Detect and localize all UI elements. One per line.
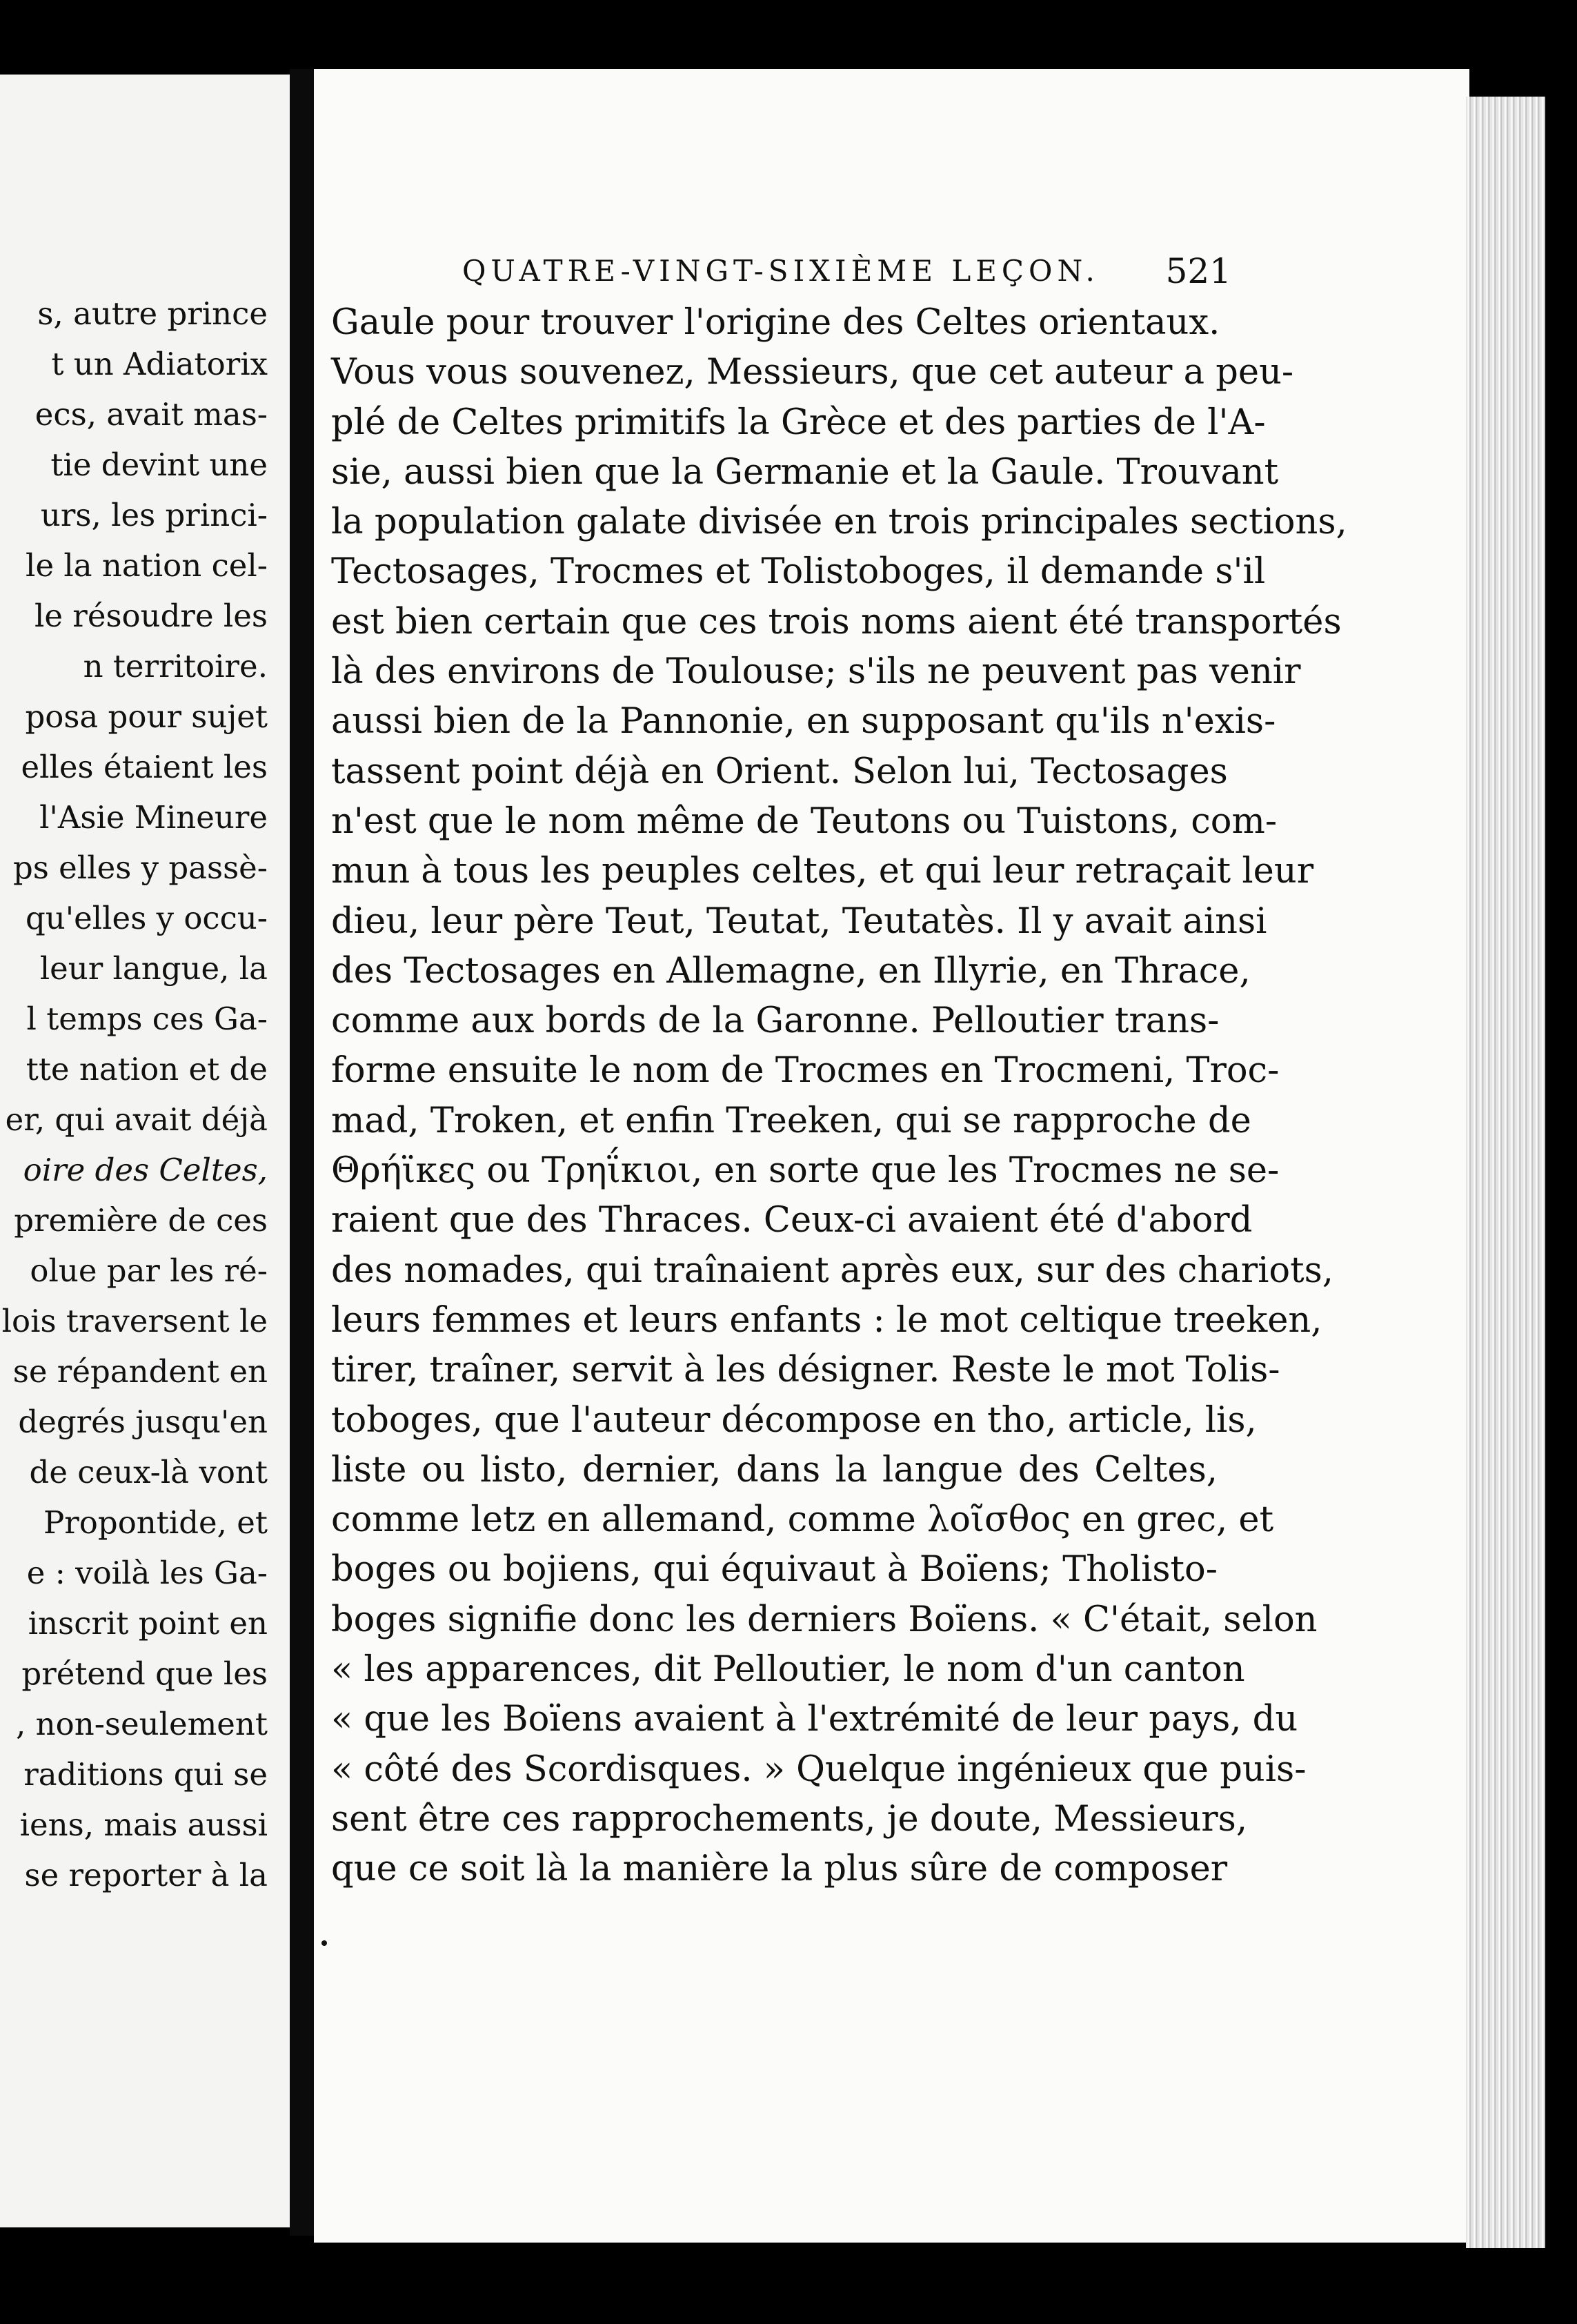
- text-line: boges signifie donc les derniers Boïens. « C'était, selon: [331, 1599, 1318, 1640]
- left-line-text: elles étaient les: [21, 749, 268, 785]
- left-line: [0, 1497, 268, 1548]
- left-line: [0, 691, 268, 742]
- left-page-text: [0, 288, 268, 1900]
- body-text: [331, 298, 1347, 1895]
- left-line-text: e : voilà les Ga-: [26, 1555, 268, 1591]
- left-line-text: er, qui avait déjà: [5, 1101, 268, 1138]
- left-line: [0, 792, 268, 843]
- left-line-text: l'Asie Mineure: [39, 799, 268, 836]
- left-line-text: degrés jusqu'en: [18, 1404, 268, 1440]
- left-line: [0, 1296, 268, 1346]
- text-line: mad, Troken, et enfin Treeken, qui se rapproche de: [331, 1100, 1251, 1141]
- left-page: [0, 75, 290, 2227]
- left-line-text: urs, les princi-: [40, 497, 268, 533]
- left-line: [0, 1044, 268, 1094]
- text-line: des Tectosages en Allemagne, en Illyrie, en Thrace,: [331, 950, 1251, 992]
- text-line: boges ou bojiens, qui équivaut à Boïens; Tholisto-: [331, 1549, 1218, 1591]
- left-line: [0, 288, 268, 339]
- text-line: comme letz en allemand, comme λοῖσθος en grec, et: [331, 1499, 1274, 1541]
- left-line-text: t un Adiatorix: [51, 346, 268, 382]
- ink-dot: [321, 1940, 327, 1946]
- text-line: plé de Celtes primitifs la Grèce et des parties de l'A-: [331, 402, 1266, 443]
- text-line: là des environs de Toulouse; s'ils ne peuvent pas venir: [331, 651, 1301, 693]
- left-line-text: le résoudre les: [34, 598, 268, 634]
- left-line: [0, 943, 268, 994]
- left-line-text: inscrit point en: [28, 1605, 268, 1642]
- left-line: [0, 1094, 268, 1145]
- left-line-text: n territoire.: [83, 648, 268, 685]
- left-line-text: première de ces: [14, 1202, 268, 1239]
- text-line: Tectosages, Trocmes et Tolistoboges, il demande s'il: [331, 551, 1266, 593]
- text-line: liste ou listo, dernier, dans la langue des Celtes,: [331, 1449, 1218, 1490]
- text-line: mun à tous les peuples celtes, et qui leur retraçait leur: [331, 851, 1314, 892]
- left-line: [0, 1648, 268, 1699]
- text-line: sie, aussi bien que la Germanie et la Gaule. Trouvant: [331, 451, 1279, 493]
- left-line: [0, 1598, 268, 1648]
- left-line-text: Propontide, et: [43, 1504, 268, 1541]
- left-line-text: raditions qui se: [23, 1756, 268, 1793]
- text-line: des nomades, qui traînaient après eux, sur des chariots,: [331, 1250, 1333, 1291]
- left-line: [0, 1346, 268, 1397]
- text-line: que ce soit là la manière la plus sûre de composer: [331, 1849, 1228, 1890]
- text-line: dieu, leur père Teut, Teutat, Teutatès. Il y avait ainsi: [331, 900, 1267, 942]
- text-line: « côté des Scordisques. » Quelque ingénieux que puis-: [331, 1749, 1307, 1790]
- left-line-text: se répandent en: [12, 1353, 268, 1390]
- text-line: « les apparences, dit Pelloutier, le nom d'un canton: [331, 1649, 1245, 1691]
- text-line: aussi bien de la Pannonie, en supposant qu'ils n'exis-: [331, 701, 1276, 742]
- left-line: [0, 1850, 268, 1900]
- text-line: n'est que le nom même de Teutons ou Tuistons, com-: [331, 800, 1278, 842]
- left-line: [0, 339, 268, 389]
- left-line: [0, 1245, 268, 1296]
- left-line: [0, 540, 268, 591]
- text-line: toboges, que l'auteur décompose en tho, article, lis,: [331, 1399, 1257, 1441]
- left-line: [0, 1145, 268, 1195]
- left-line-text: , non-seulement: [16, 1706, 268, 1742]
- left-line: [0, 1548, 268, 1598]
- left-line-text: oire des Celtes,: [23, 1152, 268, 1188]
- page-header: [462, 247, 1231, 295]
- left-line: [0, 994, 268, 1044]
- text-line: est bien certain que ces trois noms aient été transportés: [331, 601, 1342, 642]
- left-line: [0, 490, 268, 540]
- left-line: [0, 1195, 268, 1245]
- left-line-text: s, autre prince: [37, 295, 268, 332]
- left-line-text: tie devint une: [50, 446, 268, 483]
- text-line: sent être ces rapprochements, je doute, Messieurs,: [331, 1798, 1248, 1840]
- page-number: 521: [1165, 251, 1231, 291]
- text-line: raient que des Thraces. Ceux-ci avaient été d'abord: [331, 1200, 1253, 1241]
- left-line-text: se reporter à la: [24, 1857, 268, 1893]
- text-line: tassent point déjà en Orient. Selon lui, Tectosages: [331, 751, 1228, 792]
- left-line: [0, 389, 268, 440]
- text-line: Vous vous souvenez, Messieurs, que cet auteur a peu-: [331, 352, 1294, 393]
- text-line: comme aux bords de la Garonne. Pelloutier trans-: [331, 1001, 1220, 1042]
- text-line: tirer, traîner, servit à les désigner. Reste le mot Tolis-: [331, 1350, 1280, 1391]
- left-line-text: de ceux-là vont: [29, 1454, 268, 1490]
- book-spine: [290, 69, 317, 2236]
- left-line-text: prétend que les: [21, 1655, 268, 1692]
- left-line: [0, 1800, 268, 1850]
- left-line-text: le la nation cel-: [26, 547, 268, 584]
- left-line: [0, 440, 268, 490]
- left-line: [0, 893, 268, 943]
- left-line-text: olue par les ré-: [30, 1252, 268, 1289]
- left-line-text: leur langue, la: [39, 950, 268, 987]
- left-line: [0, 1699, 268, 1749]
- text-line: forme ensuite le nom de Trocmes en Trocmeni, Troc-: [331, 1050, 1280, 1092]
- left-line-text: ps elles y passè-: [12, 849, 268, 886]
- text-line: Θρήϊκες ou Τρηΐκιοι, en sorte que les Trocmes ne se-: [331, 1150, 1280, 1192]
- text-line: leurs femmes et leurs enfants : le mot celtique treeken,: [331, 1299, 1322, 1341]
- left-line: [0, 843, 268, 893]
- left-line-text: lois traversent le: [1, 1303, 268, 1339]
- left-line-text: l temps ces Ga-: [26, 1001, 268, 1037]
- running-title: QUATRE-VINGT-SIXIÈME LEÇON.: [462, 254, 1100, 288]
- text-line: « que les Boïens avaient à l'extrémité de leur pays, du: [331, 1699, 1298, 1740]
- left-line-text: iens, mais aussi: [19, 1806, 268, 1843]
- left-line-text: posa pour sujet: [25, 698, 268, 735]
- left-line: [0, 1749, 268, 1800]
- left-line: [0, 742, 268, 792]
- left-line: [0, 1397, 268, 1447]
- text-line: la population galate divisée en trois principales sections,: [331, 502, 1347, 543]
- text-line: Gaule pour trouver l'origine des Celtes orientaux.: [331, 302, 1220, 343]
- left-line: [0, 1447, 268, 1497]
- left-line-text: ecs, avait mas-: [34, 396, 268, 433]
- left-line-text: qu'elles y occu-: [25, 900, 268, 936]
- left-line: [0, 641, 268, 691]
- left-line: [0, 591, 268, 641]
- page-edges: [1466, 97, 1545, 2248]
- left-line-text: tte nation et de: [26, 1051, 268, 1087]
